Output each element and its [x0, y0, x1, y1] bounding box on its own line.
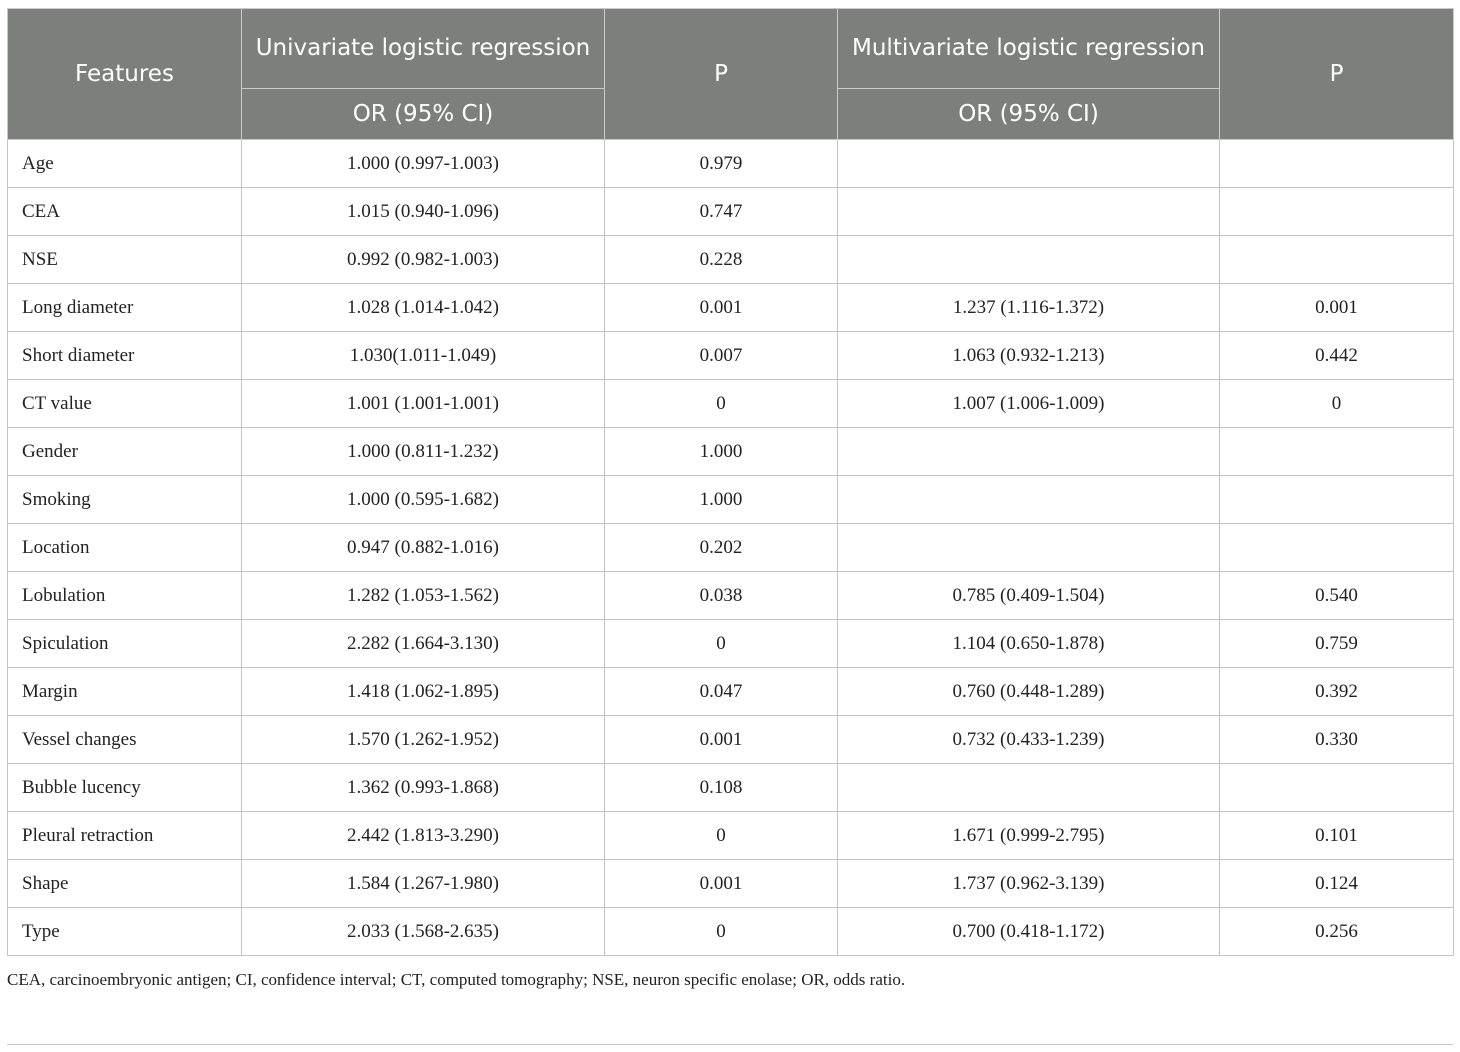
table-row: [8, 620, 1454, 668]
cell-feature: Smoking: [8, 476, 242, 524]
cell-univariate-or: 0.947 (0.882-1.016): [242, 524, 605, 572]
regression-table-container: [7, 8, 1453, 956]
cell-univariate-or: 1.282 (1.053-1.562): [242, 572, 605, 620]
cell-multivariate-p: [1220, 236, 1454, 284]
table-row: [8, 332, 1454, 380]
cell-feature: Vessel changes: [8, 716, 242, 764]
cell-univariate-p: 0: [605, 620, 838, 668]
table-row: [8, 380, 1454, 428]
table-row: [8, 236, 1454, 284]
cell-multivariate-p: [1220, 764, 1454, 812]
cell-univariate-p: 0: [605, 380, 838, 428]
cell-multivariate-or: 1.104 (0.650-1.878): [838, 620, 1220, 668]
cell-multivariate-p: [1220, 476, 1454, 524]
cell-univariate-or: 1.584 (1.267-1.980): [242, 860, 605, 908]
table-row: [8, 764, 1454, 812]
table-row: [8, 860, 1454, 908]
cell-multivariate-or: 0.700 (0.418-1.172): [838, 908, 1220, 956]
cell-univariate-p: 1.000: [605, 476, 838, 524]
cell-univariate-p: 0.038: [605, 572, 838, 620]
table-row: [8, 428, 1454, 476]
cell-feature: Lobulation: [8, 572, 242, 620]
cell-univariate-or: 2.033 (1.568-2.635): [242, 908, 605, 956]
table-row: [8, 812, 1454, 860]
cell-multivariate-or: 0.785 (0.409-1.504): [838, 572, 1220, 620]
cell-multivariate-or: [838, 476, 1220, 524]
cell-multivariate-p: 0.256: [1220, 908, 1454, 956]
cell-univariate-or: 1.028 (1.014-1.042): [242, 284, 605, 332]
cell-feature: Location: [8, 524, 242, 572]
table-row: [8, 668, 1454, 716]
cell-univariate-or: 1.000 (0.997-1.003): [242, 140, 605, 188]
cell-multivariate-p: 0.124: [1220, 860, 1454, 908]
cell-multivariate-or: 0.760 (0.448-1.289): [838, 668, 1220, 716]
cell-multivariate-or: [838, 188, 1220, 236]
cell-multivariate-or: [838, 236, 1220, 284]
cell-univariate-p: 1.000: [605, 428, 838, 476]
header-univariate: Univariate logistic regression: [242, 9, 605, 89]
header-row: [8, 9, 1454, 89]
cell-multivariate-or: 1.007 (1.006-1.009): [838, 380, 1220, 428]
header-p-multivariate: P: [1220, 9, 1454, 140]
cell-multivariate-p: [1220, 524, 1454, 572]
cell-multivariate-p: 0.330: [1220, 716, 1454, 764]
cell-univariate-p: 0.007: [605, 332, 838, 380]
cell-univariate-p: 0.001: [605, 860, 838, 908]
table-body: [8, 140, 1454, 956]
cell-multivariate-or: [838, 140, 1220, 188]
table-row: [8, 908, 1454, 956]
table-header: [8, 9, 1454, 140]
cell-multivariate-p: [1220, 140, 1454, 188]
cell-univariate-or: 1.015 (0.940-1.096): [242, 188, 605, 236]
cell-multivariate-or: 1.737 (0.962-3.139): [838, 860, 1220, 908]
header-multivariate: Multivariate logistic regression: [838, 9, 1220, 89]
cell-feature: NSE: [8, 236, 242, 284]
cell-univariate-p: 0.202: [605, 524, 838, 572]
bottom-divider: [7, 1044, 1453, 1045]
cell-univariate-or: 1.000 (0.595-1.682): [242, 476, 605, 524]
cell-univariate-or: 2.442 (1.813-3.290): [242, 812, 605, 860]
cell-univariate-p: 0.108: [605, 764, 838, 812]
cell-univariate-p: 0.001: [605, 284, 838, 332]
cell-univariate-p: 0: [605, 908, 838, 956]
cell-multivariate-p: [1220, 188, 1454, 236]
header-or-ci-multivariate: OR (95% CI): [838, 89, 1220, 140]
cell-multivariate-p: 0.392: [1220, 668, 1454, 716]
cell-univariate-or: 1.362 (0.993-1.868): [242, 764, 605, 812]
cell-univariate-p: 0.747: [605, 188, 838, 236]
table-row: [8, 476, 1454, 524]
header-p-univariate: P: [605, 9, 838, 140]
regression-table: [7, 8, 1454, 956]
cell-univariate-p: 0.001: [605, 716, 838, 764]
cell-feature: Gender: [8, 428, 242, 476]
cell-feature: Margin: [8, 668, 242, 716]
cell-multivariate-p: 0.540: [1220, 572, 1454, 620]
cell-feature: Pleural retraction: [8, 812, 242, 860]
cell-univariate-p: 0.047: [605, 668, 838, 716]
cell-univariate-or: 0.992 (0.982-1.003): [242, 236, 605, 284]
cell-multivariate-or: 0.732 (0.433-1.239): [838, 716, 1220, 764]
cell-univariate-p: 0: [605, 812, 838, 860]
cell-feature: Bubble lucency: [8, 764, 242, 812]
cell-feature: Age: [8, 140, 242, 188]
cell-multivariate-or: 1.063 (0.932-1.213): [838, 332, 1220, 380]
cell-univariate-or: 2.282 (1.664-3.130): [242, 620, 605, 668]
cell-multivariate-p: 0.001: [1220, 284, 1454, 332]
cell-feature: Long diameter: [8, 284, 242, 332]
cell-univariate-or: 1.570 (1.262-1.952): [242, 716, 605, 764]
cell-feature: Type: [8, 908, 242, 956]
table-row: [8, 716, 1454, 764]
cell-feature: Shape: [8, 860, 242, 908]
cell-multivariate-p: 0: [1220, 380, 1454, 428]
cell-univariate-or: 1.000 (0.811-1.232): [242, 428, 605, 476]
cell-multivariate-p: [1220, 428, 1454, 476]
table-row: [8, 524, 1454, 572]
cell-multivariate-or: 1.237 (1.116-1.372): [838, 284, 1220, 332]
cell-multivariate-or: [838, 764, 1220, 812]
cell-multivariate-p: 0.442: [1220, 332, 1454, 380]
header-features: Features: [8, 9, 242, 140]
header-or-ci-univariate: OR (95% CI): [242, 89, 605, 140]
cell-multivariate-p: 0.101: [1220, 812, 1454, 860]
cell-feature: Short diameter: [8, 332, 242, 380]
table-row: [8, 188, 1454, 236]
cell-feature: CEA: [8, 188, 242, 236]
table-row: [8, 572, 1454, 620]
table-row: [8, 284, 1454, 332]
cell-feature: Spiculation: [8, 620, 242, 668]
cell-feature: CT value: [8, 380, 242, 428]
table-footnote: CEA, carcinoembryonic antigen; CI, confidence interval; CT, computed tomography; NSE, neuron specific enolase; OR, odds ratio.: [7, 970, 906, 989]
cell-multivariate-or: [838, 428, 1220, 476]
cell-univariate-p: 0.979: [605, 140, 838, 188]
cell-multivariate-or: [838, 524, 1220, 572]
cell-multivariate-p: 0.759: [1220, 620, 1454, 668]
cell-multivariate-or: 1.671 (0.999-2.795): [838, 812, 1220, 860]
cell-univariate-or: 1.030(1.011-1.049): [242, 332, 605, 380]
cell-univariate-p: 0.228: [605, 236, 838, 284]
cell-univariate-or: 1.001 (1.001-1.001): [242, 380, 605, 428]
table-row: [8, 140, 1454, 188]
cell-univariate-or: 1.418 (1.062-1.895): [242, 668, 605, 716]
